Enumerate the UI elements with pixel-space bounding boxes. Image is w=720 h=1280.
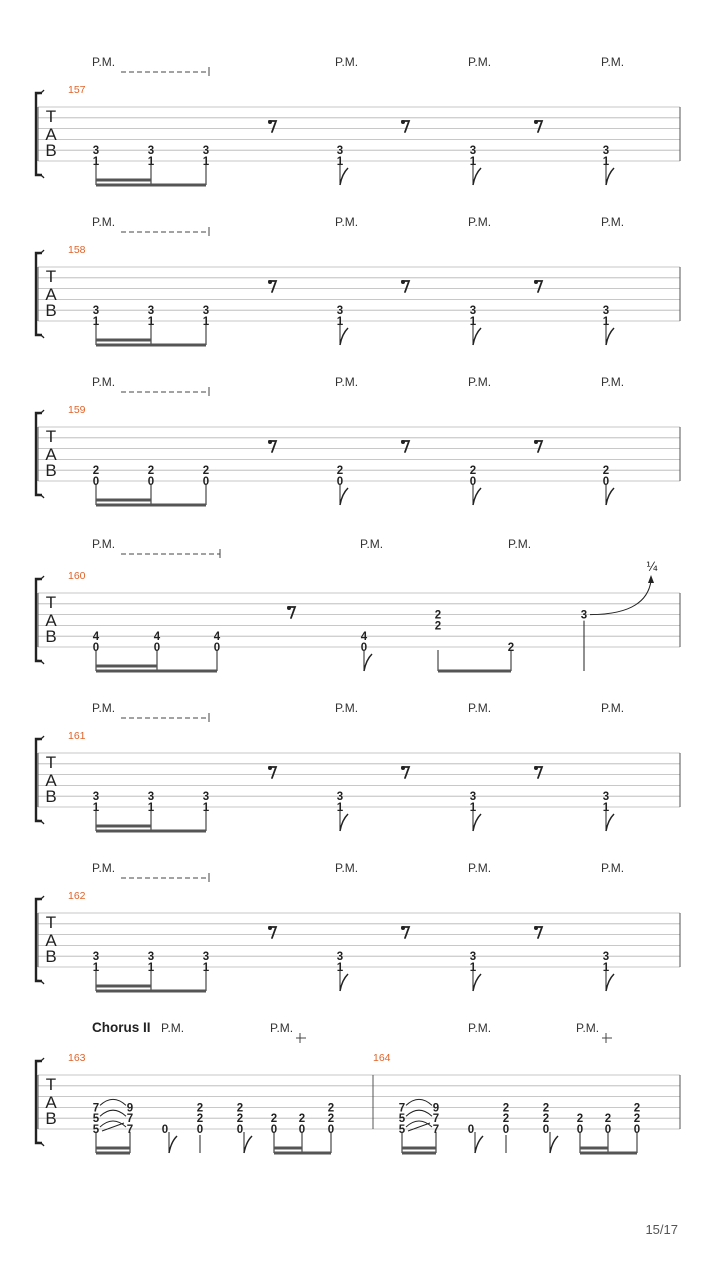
bracket-hook	[36, 576, 44, 580]
tab-clef-letter: A	[45, 285, 57, 304]
fret-number: 7	[126, 1113, 134, 1126]
bracket-hook	[36, 90, 44, 94]
palm-mute-label: P.M.	[161, 1021, 185, 1035]
fret-number: 2	[236, 1113, 244, 1126]
fret-number: 2	[542, 1102, 550, 1115]
fret-number: 1	[602, 962, 610, 974]
fret-number: 3	[92, 951, 100, 964]
fret-number: 3	[602, 305, 610, 318]
fret-number: 2	[542, 1113, 550, 1126]
palm-mute-label: P.M.	[601, 215, 625, 229]
bracket-hook	[36, 1142, 44, 1146]
fret-number: 2	[604, 1113, 612, 1126]
fret-number: 0	[202, 476, 210, 488]
palm-mute-label: P.M.	[601, 861, 625, 875]
rest-dot	[268, 766, 272, 770]
system-bracket	[36, 739, 42, 821]
fret-number: 1	[147, 962, 155, 974]
rest-dot	[268, 926, 272, 930]
tab-clef-letter: T	[45, 913, 57, 932]
note-flag	[473, 814, 481, 831]
fret-number: 1	[147, 316, 155, 328]
fret-number: 0	[270, 1124, 278, 1136]
fret-number: 5	[398, 1113, 406, 1126]
fret-number: 1	[92, 156, 100, 168]
fret-number: 1	[147, 802, 155, 814]
note-flag	[606, 488, 614, 505]
note-flag	[340, 488, 348, 505]
note-flag	[550, 1136, 558, 1153]
fret-number: 1	[336, 316, 344, 328]
palm-mute-label: P.M.	[360, 537, 384, 551]
fret-number: 7	[432, 1124, 440, 1136]
fret-number: 4	[213, 631, 221, 644]
fret-number: 2	[507, 642, 515, 654]
tab-clef-letter: B	[45, 301, 57, 320]
note-flag	[475, 1136, 483, 1153]
bracket-hook	[36, 410, 44, 414]
rest-dot	[268, 120, 272, 124]
bend-curve	[590, 581, 651, 615]
tab-clef-letter: A	[45, 125, 57, 144]
palm-mute-label: P.M.	[468, 861, 492, 875]
system-bracket	[36, 93, 42, 175]
fret-number: 3	[92, 145, 100, 158]
note-flag	[340, 168, 348, 185]
bend-amount: ¼	[646, 560, 658, 574]
rest-dot	[401, 926, 405, 930]
slur-arc	[100, 1110, 126, 1116]
fret-number: 0	[336, 476, 344, 488]
palm-mute-label: P.M.	[468, 701, 492, 715]
tab-clef-letter: T	[45, 593, 57, 612]
note-flag	[606, 814, 614, 831]
fret-number: 2	[147, 465, 155, 478]
fret-number: 1	[202, 156, 210, 168]
fret-number: 3	[469, 791, 477, 804]
fret-number: 2	[576, 1113, 584, 1126]
palm-mute-label: P.M.	[601, 375, 625, 389]
palm-mute-label: P.M.	[92, 375, 116, 389]
fret-number: 0	[360, 642, 368, 654]
fret-number: 1	[336, 962, 344, 974]
bar-number: 162	[68, 890, 86, 902]
system-bracket	[36, 413, 42, 495]
bracket-hook	[36, 820, 44, 824]
fret-number: 1	[602, 316, 610, 328]
fret-number: 3	[202, 145, 210, 158]
bar-number: 164	[373, 1052, 391, 1064]
fret-number: 1	[469, 962, 477, 974]
note-flag	[340, 814, 348, 831]
fret-number: 0	[469, 476, 477, 488]
fret-number: 7	[432, 1113, 440, 1126]
fret-number: 3	[147, 145, 155, 158]
fret-number: 2	[327, 1113, 335, 1126]
palm-mute-label: P.M.	[92, 537, 116, 551]
note-flag	[340, 328, 348, 345]
fret-number: 3	[602, 951, 610, 964]
fret-number: 3	[202, 305, 210, 318]
fret-number: 2	[434, 620, 442, 633]
fret-number: 3	[92, 791, 100, 804]
tab-clef-letter: T	[45, 427, 57, 446]
fret-number: 2	[327, 1102, 335, 1115]
note-flag	[340, 974, 348, 991]
slur-arc	[100, 1099, 126, 1105]
system-bracket	[36, 1061, 42, 1143]
fret-number: 1	[469, 802, 477, 814]
fret-number: 2	[92, 465, 100, 478]
bar-number: 160	[68, 570, 86, 582]
rest-dot	[534, 926, 538, 930]
bracket-hook	[36, 494, 44, 498]
fret-number: 2	[602, 465, 610, 478]
palm-mute-label: P.M.	[92, 861, 116, 875]
fret-number: 2	[202, 465, 210, 478]
fret-number: 7	[398, 1102, 406, 1115]
fret-number: 3	[336, 145, 344, 158]
fret-number: 1	[92, 802, 100, 814]
palm-mute-label: P.M.	[335, 215, 359, 229]
palm-mute-label: P.M.	[468, 215, 492, 229]
fret-number: 2	[196, 1102, 204, 1115]
fret-number: 0	[153, 642, 161, 654]
fret-number: 0	[147, 476, 155, 488]
palm-mute-label: P.M.	[92, 55, 116, 69]
tab-clef-letter: A	[45, 445, 57, 464]
palm-mute-label: P.M.	[335, 861, 359, 875]
bar-number: 161	[68, 730, 86, 742]
tab-clef-letter: A	[45, 931, 57, 950]
section-label: Chorus II	[92, 1020, 151, 1035]
fret-number: 3	[336, 791, 344, 804]
fret-number: 5	[92, 1113, 100, 1126]
fret-number: 2	[502, 1113, 510, 1126]
note-flag	[473, 488, 481, 505]
rest-dot	[401, 120, 405, 124]
fret-number: 1	[202, 962, 210, 974]
palm-mute-label: P.M.	[335, 701, 359, 715]
fret-number: 2	[502, 1102, 510, 1115]
bracket-hook	[36, 980, 44, 984]
note-flag	[473, 168, 481, 185]
fret-number: 3	[602, 791, 610, 804]
fret-number: 3	[336, 951, 344, 964]
note-flag	[244, 1136, 252, 1153]
tab-clef-letter: B	[45, 141, 57, 160]
tab-clef-letter: A	[45, 1093, 57, 1112]
fret-number: 1	[92, 316, 100, 328]
fret-number: 1	[202, 316, 210, 328]
fret-number: 1	[602, 802, 610, 814]
palm-mute-label: P.M.	[335, 55, 359, 69]
fret-number: 1	[336, 802, 344, 814]
bar-number: 158	[68, 244, 86, 256]
bar-number: 159	[68, 404, 86, 416]
fret-number: 2	[298, 1113, 306, 1126]
fret-number: 0	[633, 1124, 641, 1136]
fret-number: 0	[542, 1124, 550, 1136]
palm-mute-label: P.M.	[468, 55, 492, 69]
fret-number: 2	[336, 465, 344, 478]
fret-number: 3	[580, 609, 588, 622]
tab-clef-letter: T	[45, 753, 57, 772]
fret-number: 5	[92, 1124, 100, 1136]
fret-number: 3	[202, 791, 210, 804]
fret-number: 7	[92, 1102, 100, 1115]
note-flag	[473, 974, 481, 991]
fret-number: 0	[604, 1124, 612, 1136]
fret-number: 2	[236, 1102, 244, 1115]
bar-number: 157	[68, 84, 86, 96]
fret-number: 2	[633, 1102, 641, 1115]
fret-number: 9	[432, 1102, 440, 1115]
palm-mute-label: P.M.	[468, 375, 492, 389]
note-flag	[606, 974, 614, 991]
fret-number: 0	[576, 1124, 584, 1136]
fret-number: 1	[336, 156, 344, 168]
fret-number: 3	[336, 305, 344, 318]
fret-number: 9	[126, 1102, 134, 1115]
fret-number: 0	[196, 1124, 204, 1136]
tab-clef-letter: B	[45, 787, 57, 806]
fret-number: 3	[147, 791, 155, 804]
note-flag	[473, 328, 481, 345]
slur-arc	[406, 1099, 432, 1105]
fret-number: 3	[202, 951, 210, 964]
bracket-hook	[36, 334, 44, 338]
fret-number: 0	[161, 1124, 169, 1136]
tab-clef-letter: T	[45, 1075, 57, 1094]
fret-number: 2	[469, 465, 477, 478]
fret-number: 0	[502, 1124, 510, 1136]
fret-number: 2	[270, 1113, 278, 1126]
fret-number: 2	[633, 1113, 641, 1126]
tab-clef-letter: B	[45, 627, 57, 646]
page-number: 15/17	[645, 1222, 678, 1237]
bracket-hook	[36, 1058, 44, 1062]
slide-line	[102, 1123, 124, 1131]
fret-number: 7	[126, 1124, 134, 1136]
fret-number: 3	[469, 305, 477, 318]
fret-number: 0	[213, 642, 221, 654]
fret-number: 5	[398, 1124, 406, 1136]
fret-number: 3	[147, 951, 155, 964]
tab-clef-letter: B	[45, 947, 57, 966]
fret-number: 3	[602, 145, 610, 158]
palm-mute-label: P.M.	[92, 215, 116, 229]
bracket-hook	[36, 896, 44, 900]
system-bracket	[36, 253, 42, 335]
rest-dot	[401, 280, 405, 284]
palm-mute-label: P.M.	[601, 55, 625, 69]
rest-dot	[534, 766, 538, 770]
slur-arc	[406, 1110, 432, 1116]
fret-number: 3	[92, 305, 100, 318]
bar-number: 163	[68, 1052, 86, 1064]
rest-dot	[534, 440, 538, 444]
fret-number: 3	[469, 951, 477, 964]
palm-mute-label: P.M.	[468, 1021, 492, 1035]
fret-number: 3	[147, 305, 155, 318]
fret-number: 1	[202, 802, 210, 814]
bracket-hook	[36, 736, 44, 740]
fret-number: 0	[467, 1124, 475, 1136]
rest-dot	[268, 280, 272, 284]
tab-clef-letter: A	[45, 771, 57, 790]
system-bracket	[36, 579, 42, 661]
bracket-hook	[36, 660, 44, 664]
tab-clef-letter: T	[45, 267, 57, 286]
bend-arrow	[648, 575, 654, 583]
fret-number: 2	[196, 1113, 204, 1126]
palm-mute-label: P.M.	[508, 537, 532, 551]
note-flag	[606, 168, 614, 185]
system-bracket	[36, 899, 42, 981]
fret-number: 3	[469, 145, 477, 158]
fret-number: 1	[602, 156, 610, 168]
fret-number: 0	[236, 1124, 244, 1136]
fret-number: 4	[360, 631, 368, 644]
fret-number: 1	[469, 316, 477, 328]
tab-clef-letter: B	[45, 461, 57, 480]
fret-number: 0	[602, 476, 610, 488]
tab-clef-letter: A	[45, 611, 57, 630]
tab-clef-letter: T	[45, 107, 57, 126]
palm-mute-label: P.M.	[92, 701, 116, 715]
fret-number: 1	[92, 962, 100, 974]
note-flag	[364, 654, 372, 671]
rest-dot	[401, 766, 405, 770]
palm-mute-label: P.M.	[270, 1021, 294, 1035]
rest-dot	[287, 606, 291, 610]
fret-number: 1	[147, 156, 155, 168]
rest-dot	[534, 280, 538, 284]
note-flag	[606, 328, 614, 345]
palm-mute-label: P.M.	[601, 701, 625, 715]
fret-number: 0	[298, 1124, 306, 1136]
fret-number: 0	[92, 642, 100, 654]
palm-mute-label: P.M.	[576, 1021, 600, 1035]
fret-number: 1	[469, 156, 477, 168]
palm-mute-label: P.M.	[335, 375, 359, 389]
fret-number: 0	[92, 476, 100, 488]
rest-dot	[534, 120, 538, 124]
fret-number: 4	[153, 631, 161, 644]
bracket-hook	[36, 174, 44, 178]
slide-line	[408, 1123, 430, 1131]
note-flag	[169, 1136, 177, 1153]
tab-clef-letter: B	[45, 1109, 57, 1128]
fret-number: 4	[92, 631, 100, 644]
rest-dot	[268, 440, 272, 444]
fret-number: 0	[327, 1124, 335, 1136]
bracket-hook	[36, 250, 44, 254]
rest-dot	[401, 440, 405, 444]
fret-number: 2	[434, 609, 442, 622]
